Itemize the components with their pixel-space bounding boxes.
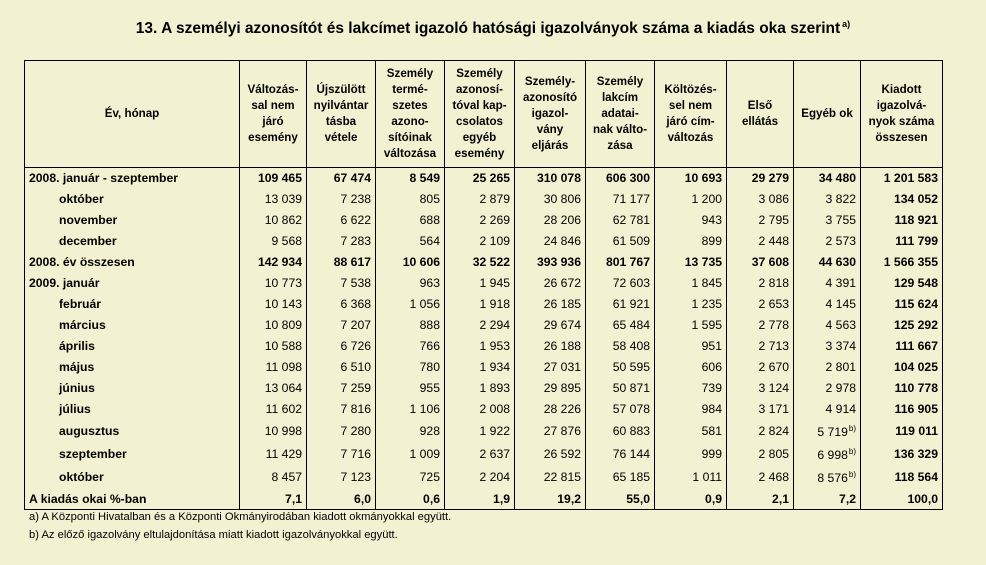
cell-value: 27 031	[515, 356, 586, 377]
header-cell-total-issued: Kiadott igazolvá- nyok száma összesen	[861, 61, 943, 168]
cell-value: 11 602	[240, 398, 307, 419]
cell-value: 928	[376, 419, 445, 442]
cell-value: 10 606	[376, 252, 445, 273]
cell-value: 606	[655, 356, 727, 377]
cell-value: 310 078	[515, 168, 586, 189]
cell-value: 2 008	[445, 398, 515, 419]
row-label: augusztus	[25, 419, 240, 442]
header-cell-natural-id-change: Személy termé- szetes azono- sítóinak változása	[376, 61, 445, 168]
cell-total: 115 624	[861, 294, 943, 315]
row-label: június	[25, 377, 240, 398]
cell-value: 984	[655, 398, 727, 419]
cell-value: 142 934	[240, 252, 307, 273]
header-cell-ev-honap: Év, hónap	[25, 61, 240, 168]
cell-value: 801 767	[586, 252, 655, 273]
cell-value: 7 238	[307, 189, 376, 210]
cell-value: 50 595	[586, 356, 655, 377]
cell-value: 805	[376, 189, 445, 210]
cell-value: 11 098	[240, 356, 307, 377]
table-row	[25, 189, 943, 210]
cell-value: 44 630	[794, 252, 861, 273]
table-row	[25, 442, 943, 465]
row-label: február	[25, 294, 240, 315]
cell-value: 739	[655, 377, 727, 398]
header-cell-other-id-event: Személy azonosí- tóval kap- csolatos egyéb esemény	[445, 61, 515, 168]
cell-value: 76 144	[586, 442, 655, 465]
cell-total: 1 201 583	[861, 168, 943, 189]
cell-value: 2 879	[445, 189, 515, 210]
cell-value: 393 936	[515, 252, 586, 273]
cell-value: 1 011	[655, 465, 727, 488]
row-label: július	[25, 398, 240, 419]
cell-value: 3 124	[727, 377, 794, 398]
row-label: október	[25, 465, 240, 488]
cell-value: 581	[655, 419, 727, 442]
cell-value: 2 269	[445, 210, 515, 231]
cell-value: 65 484	[586, 315, 655, 336]
row-label: szeptember	[25, 442, 240, 465]
cell-value: 3 086	[727, 189, 794, 210]
cell-value: 10 998	[240, 419, 307, 442]
table-body	[25, 168, 943, 510]
cell-value: 2 653	[727, 294, 794, 315]
cell-total: 1 566 355	[861, 252, 943, 273]
header-cell-id-procedure: Személy- azonosító igazol- vány eljárás	[515, 61, 586, 168]
statistics-table	[24, 60, 943, 510]
cell-value: 6 368	[307, 294, 376, 315]
cell-value: 2 805	[727, 442, 794, 465]
table-row	[25, 398, 943, 419]
table-row	[25, 210, 943, 231]
cell-value: 999	[655, 442, 727, 465]
cell-total: 111 799	[861, 231, 943, 252]
cell-value: 955	[376, 377, 445, 398]
cell-value: 1,9	[445, 488, 515, 509]
footnote-mark-b: b)	[848, 447, 856, 457]
cell-total: 125 292	[861, 315, 943, 336]
cell-value: 10 862	[240, 210, 307, 231]
footnote-mark-b: b)	[848, 424, 856, 434]
cell-value: 26 188	[515, 336, 586, 357]
cell-value: 888	[376, 315, 445, 336]
cell-value: 1 106	[376, 398, 445, 419]
cell-value: 109 465	[240, 168, 307, 189]
cell-value: 8 576$^{b)}$	[794, 465, 861, 488]
cell-value: 1 845	[655, 273, 727, 294]
header-cell-change-no-event: Változás- sal nem járó esemény	[240, 61, 307, 168]
cell-value: 10 773	[240, 273, 307, 294]
cell-value: 26 672	[515, 273, 586, 294]
cell-total: 129 548	[861, 273, 943, 294]
footnote-a: a) A Központi Hivatalban és a Központi Okmányirodában kiadott okmányokkal együtt.	[29, 511, 452, 523]
cell-value: 61 921	[586, 294, 655, 315]
cell-value: 6 622	[307, 210, 376, 231]
cell-value: 57 078	[586, 398, 655, 419]
cell-value: 65 185	[586, 465, 655, 488]
table-row	[25, 377, 943, 398]
cell-value: 2 109	[445, 231, 515, 252]
cell-value: 7,2	[794, 488, 861, 509]
table-row	[25, 336, 943, 357]
cell-value: 899	[655, 231, 727, 252]
cell-value: 5 719$^{b)}$	[794, 419, 861, 442]
cell-value: 1 953	[445, 336, 515, 357]
cell-value: 3 171	[727, 398, 794, 419]
cell-value: 963	[376, 273, 445, 294]
cell-value: 780	[376, 356, 445, 377]
cell-value: 8 457	[240, 465, 307, 488]
cell-value: 10 588	[240, 336, 307, 357]
cell-value: 7,1	[240, 488, 307, 509]
cell-value: 61 509	[586, 231, 655, 252]
cell-value: 13 735	[655, 252, 727, 273]
cell-value: 2 448	[727, 231, 794, 252]
header-cell-address-change: Személy lakcím adatai- nak válto- zása	[586, 61, 655, 168]
cell-value: 2 778	[727, 315, 794, 336]
cell-value: 6,0	[307, 488, 376, 509]
row-label: 2008. év összesen	[25, 252, 240, 273]
cell-value: 2,1	[727, 488, 794, 509]
table-row	[25, 465, 943, 488]
header-row	[25, 61, 943, 168]
cell-value: 7 538	[307, 273, 376, 294]
row-label: 2009. január	[25, 273, 240, 294]
cell-value: 2 978	[794, 377, 861, 398]
cell-value: 7 716	[307, 442, 376, 465]
cell-value: 1 056	[376, 294, 445, 315]
cell-value: 10 809	[240, 315, 307, 336]
cell-value: 29 674	[515, 315, 586, 336]
cell-value: 25 265	[445, 168, 515, 189]
cell-value: 7 816	[307, 398, 376, 419]
cell-value: 88 617	[307, 252, 376, 273]
cell-value: 58 408	[586, 336, 655, 357]
cell-value: 4 391	[794, 273, 861, 294]
cell-value: 71 177	[586, 189, 655, 210]
cell-value: 1 893	[445, 377, 515, 398]
table-title: 13. A személyi azonosítót és lakcímet igazoló hatósági igazolványok száma a kiadás oka szerint $^{a)}$	[135, 19, 851, 37]
cell-value: 62 781	[586, 210, 655, 231]
table-row	[25, 231, 943, 252]
cell-value: 4 914	[794, 398, 861, 419]
row-label: 2008. január - szeptember	[25, 168, 240, 189]
cell-value: 7 259	[307, 377, 376, 398]
cell-value: 3 822	[794, 189, 861, 210]
cell-value: 7 280	[307, 419, 376, 442]
cell-value: 1 200	[655, 189, 727, 210]
cell-value: 10 143	[240, 294, 307, 315]
cell-value: 2 824	[727, 419, 794, 442]
table-row	[25, 419, 943, 442]
cell-value: 1 009	[376, 442, 445, 465]
cell-value: 2 713	[727, 336, 794, 357]
cell-total: 118 564	[861, 465, 943, 488]
row-label: április	[25, 336, 240, 357]
cell-value: 1 918	[445, 294, 515, 315]
cell-value: 2 573	[794, 231, 861, 252]
cell-value: 564	[376, 231, 445, 252]
table-row	[25, 168, 943, 189]
row-label: december	[25, 231, 240, 252]
cell-total: 118 921	[861, 210, 943, 231]
row-label: március	[25, 315, 240, 336]
header-cell-other-reason: Egyéb ok	[794, 61, 861, 168]
cell-value: 725	[376, 465, 445, 488]
cell-value: 7 283	[307, 231, 376, 252]
table-row	[25, 488, 943, 509]
cell-total: 111 667	[861, 336, 943, 357]
cell-value: 2 468	[727, 465, 794, 488]
table-row	[25, 252, 943, 273]
cell-value: 24 846	[515, 231, 586, 252]
cell-total: 136 329	[861, 442, 943, 465]
cell-value: 4 145	[794, 294, 861, 315]
cell-value: 8 549	[376, 168, 445, 189]
cell-value: 19,2	[515, 488, 586, 509]
cell-value: 951	[655, 336, 727, 357]
table-row	[25, 315, 943, 336]
cell-value: 1 934	[445, 356, 515, 377]
row-label: A kiadás okai %-ban	[25, 488, 240, 509]
header-cell-address-no-move: Költözés- sel nem járó cím- változás	[655, 61, 727, 168]
cell-value: 13 039	[240, 189, 307, 210]
cell-value: 32 522	[445, 252, 515, 273]
cell-value: 3 374	[794, 336, 861, 357]
cell-total: 116 905	[861, 398, 943, 419]
cell-value: 29 895	[515, 377, 586, 398]
cell-value: 26 592	[515, 442, 586, 465]
header-cell-first-issue: Első ellátás	[727, 61, 794, 168]
cell-value: 606 300	[586, 168, 655, 189]
cell-value: 766	[376, 336, 445, 357]
cell-value: 67 474	[307, 168, 376, 189]
cell-value: 688	[376, 210, 445, 231]
row-label: május	[25, 356, 240, 377]
cell-value: 1 945	[445, 273, 515, 294]
cell-value: 1 595	[655, 315, 727, 336]
cell-total: 110 778	[861, 377, 943, 398]
cell-value: 1 235	[655, 294, 727, 315]
cell-value: 7 207	[307, 315, 376, 336]
cell-value: 27 876	[515, 419, 586, 442]
cell-value: 6 726	[307, 336, 376, 357]
cell-value: 6 998$^{b)}$	[794, 442, 861, 465]
cell-value: 13 064	[240, 377, 307, 398]
cell-value: 30 806	[515, 189, 586, 210]
cell-value: 2 294	[445, 315, 515, 336]
cell-value: 11 429	[240, 442, 307, 465]
cell-total: 100,0	[861, 488, 943, 509]
cell-value: 2 801	[794, 356, 861, 377]
cell-value: 6 510	[307, 356, 376, 377]
cell-value: 2 818	[727, 273, 794, 294]
cell-value: 1 922	[445, 419, 515, 442]
cell-value: 60 883	[586, 419, 655, 442]
cell-total: 104 025	[861, 356, 943, 377]
cell-value: 9 568	[240, 231, 307, 252]
row-label: november	[25, 210, 240, 231]
table-row	[25, 294, 943, 315]
cell-value: 28 226	[515, 398, 586, 419]
cell-value: 72 603	[586, 273, 655, 294]
cell-value: 34 480	[794, 168, 861, 189]
row-label: október	[25, 189, 240, 210]
cell-value: 943	[655, 210, 727, 231]
footnote-b: b) Az előző igazolvány eltulajdonítása miatt kiadott igazolványokkal együtt.	[29, 529, 398, 541]
table-row	[25, 273, 943, 294]
cell-value: 0,9	[655, 488, 727, 509]
cell-value: 37 608	[727, 252, 794, 273]
cell-value: 28 206	[515, 210, 586, 231]
cell-value: 29 279	[727, 168, 794, 189]
cell-value: 22 815	[515, 465, 586, 488]
header-cell-newborn: Újszülött nyilvántar tásba vétele	[307, 61, 376, 168]
cell-value: 3 755	[794, 210, 861, 231]
cell-value: 55,0	[586, 488, 655, 509]
cell-value: 50 871	[586, 377, 655, 398]
cell-value: 2 637	[445, 442, 515, 465]
cell-value: 26 185	[515, 294, 586, 315]
table-row	[25, 356, 943, 377]
cell-total: 134 052	[861, 189, 943, 210]
cell-value: 2 204	[445, 465, 515, 488]
title-footnote-mark: a)	[842, 19, 851, 29]
cell-value: 2 795	[727, 210, 794, 231]
cell-value: 2 670	[727, 356, 794, 377]
cell-value: 7 123	[307, 465, 376, 488]
cell-total: 119 011	[861, 419, 943, 442]
cell-value: 0,6	[376, 488, 445, 509]
cell-value: 10 693	[655, 168, 727, 189]
cell-value: 4 563	[794, 315, 861, 336]
footnote-mark-b: b)	[848, 470, 856, 480]
